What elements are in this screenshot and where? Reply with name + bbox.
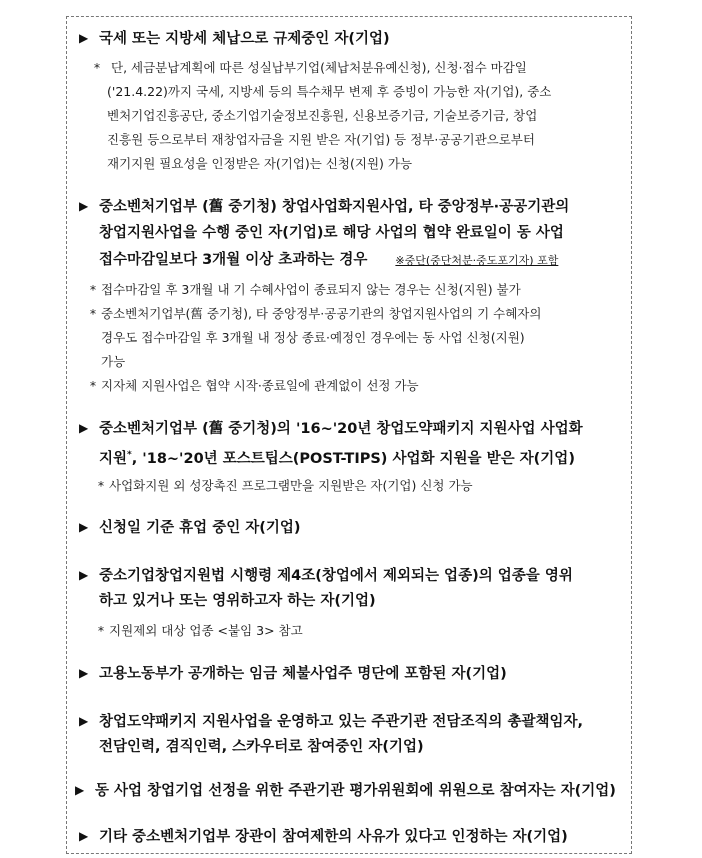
item-3-title-line-2: 지원*, '18~'20년 포스트팁스(POST-TIPS) 사업화 지원을 받은 자(기업) bbox=[99, 450, 575, 467]
triangle-bullet-icon: ▶ bbox=[79, 829, 89, 843]
item-5-title-line-1: ▶ 중소기업창업지원법 시행령 제4조(창업에서 제외되는 업종)의 업종을 영위 bbox=[79, 562, 573, 589]
triangle-bullet-icon: ▶ bbox=[79, 421, 89, 435]
asterisk-marker: * bbox=[97, 478, 105, 493]
item-6-title: ▶ 고용노동부가 공개하는 임금 체불사업주 명단에 포함된 자(기업) bbox=[79, 660, 507, 687]
triangle-bullet-icon: ▶ bbox=[79, 31, 89, 45]
asterisk-marker: * bbox=[89, 282, 97, 297]
triangle-bullet-icon: ▶ bbox=[75, 783, 85, 797]
item-5-title-line-2: 하고 있거나 또는 영위하고자 하는 자(기업) bbox=[99, 593, 376, 609]
item-1-title: ▶ 국세 또는 지방세 체납으로 규제중인 자(기업) bbox=[79, 25, 390, 52]
triangle-bullet-icon: ▶ bbox=[79, 520, 89, 534]
item-2-title-line-2: 창업지원사업을 수행 중인 자(기업)로 해당 사업의 협약 완료일이 동 사업 bbox=[99, 225, 564, 241]
item-7-title-line-1: ▶ 창업도약패키지 지원사업을 운영하고 있는 주관기관 전담조직의 총괄책임자, bbox=[79, 708, 583, 735]
item-2-note-1: * 접수마감일 후 3개월 내 기 수혜사업이 종료되지 않는 경우는 신청(지원) 불가 bbox=[85, 279, 521, 301]
asterisk-marker: * bbox=[89, 378, 97, 393]
triangle-bullet-icon: ▶ bbox=[79, 714, 89, 728]
item-2-note-3: * 지자체 지원사업은 협약 시작·종료일에 관계없이 선정 가능 bbox=[85, 375, 419, 397]
item-1-note-line-4: 진흥원 등으로부터 재창업자금을 지원 받은 자(기업) 등 정부·공공기관으로부터 bbox=[107, 132, 535, 147]
asterisk-marker: * bbox=[93, 60, 101, 75]
item-3-title-line-1: ▶ 중소벤처기업부 (舊 중기청)의 '16~'20년 창업도약패키지 지원사업 사업화 bbox=[79, 415, 583, 442]
item-8-title: ▶ 동 사업 창업기업 선정을 위한 주관기관 평가위원회에 위원으로 참여자는 자(기업) bbox=[75, 777, 616, 804]
triangle-bullet-icon: ▶ bbox=[79, 199, 89, 213]
triangle-bullet-icon: ▶ bbox=[79, 568, 89, 582]
triangle-bullet-icon: ▶ bbox=[79, 666, 89, 680]
asterisk-marker: * bbox=[89, 306, 97, 321]
item-2-note-2-line-3: 가능 bbox=[101, 354, 126, 369]
footnote-marker: * bbox=[127, 450, 132, 460]
item-3-note-1: * 사업화지원 외 성장촉진 프로그램만을 지원받은 자(기업) 신청 가능 bbox=[93, 475, 473, 497]
item-1-note-line-5: 재기지원 필요성을 인정받은 자(기업)는 신청(지원) 가능 bbox=[107, 156, 413, 171]
asterisk-marker: * bbox=[97, 623, 105, 638]
item-2-note-2: * 중소벤처기업부(舊 중기청), 타 중앙정부·공공기관의 창업지원사업의 기 수혜자의 bbox=[85, 303, 541, 325]
item-9-title: ▶ 기타 중소벤처기업부 장관이 참여제한의 사유가 있다고 인정하는 자(기업) bbox=[79, 823, 568, 850]
item-5-note-1: * 지원제외 대상 업종 <붙임 3> 참고 bbox=[93, 620, 303, 642]
item-2-title-line-3: 접수마감일보다 3개월 이상 초과하는 경우 ※중단(중단처분·중도포기자) 포함 bbox=[99, 252, 559, 268]
restriction-list-box bbox=[66, 16, 632, 854]
item-4-title: ▶ 신청일 기준 휴업 중인 자(기업) bbox=[79, 514, 301, 541]
item-1-note-line-2: ('21.4.22)까지 국세, 지방세 등의 특수채무 변제 후 증빙이 가능한 자(기업), 중소 bbox=[107, 84, 552, 99]
item-1-note-line-1: * 단, 세금분납계획에 따른 성실납부기업(체납처분유예신청), 신청·접수 마감일 bbox=[89, 57, 527, 79]
item-1-note-line-3: 벤처기업진흥공단, 중소기업기술정보진흥원, 신용보증기금, 기술보증기금, 창업 bbox=[107, 108, 538, 123]
item-2-inline-note: ※중단(중단처분·중도포기자) 포함 bbox=[395, 254, 559, 267]
item-2-note-2-line-2: 경우도 접수마감일 후 3개월 내 정상 종료·예정인 경우에는 동 사업 신청(지원) bbox=[101, 330, 525, 345]
item-2-title-line-1: ▶ 중소벤처기업부 (舊 중기청) 창업사업화지원사업, 타 중앙정부·공공기관의 bbox=[79, 193, 569, 220]
item-7-title-line-2: 전담인력, 겸직인력, 스카우터로 참여중인 자(기업) bbox=[99, 739, 424, 755]
